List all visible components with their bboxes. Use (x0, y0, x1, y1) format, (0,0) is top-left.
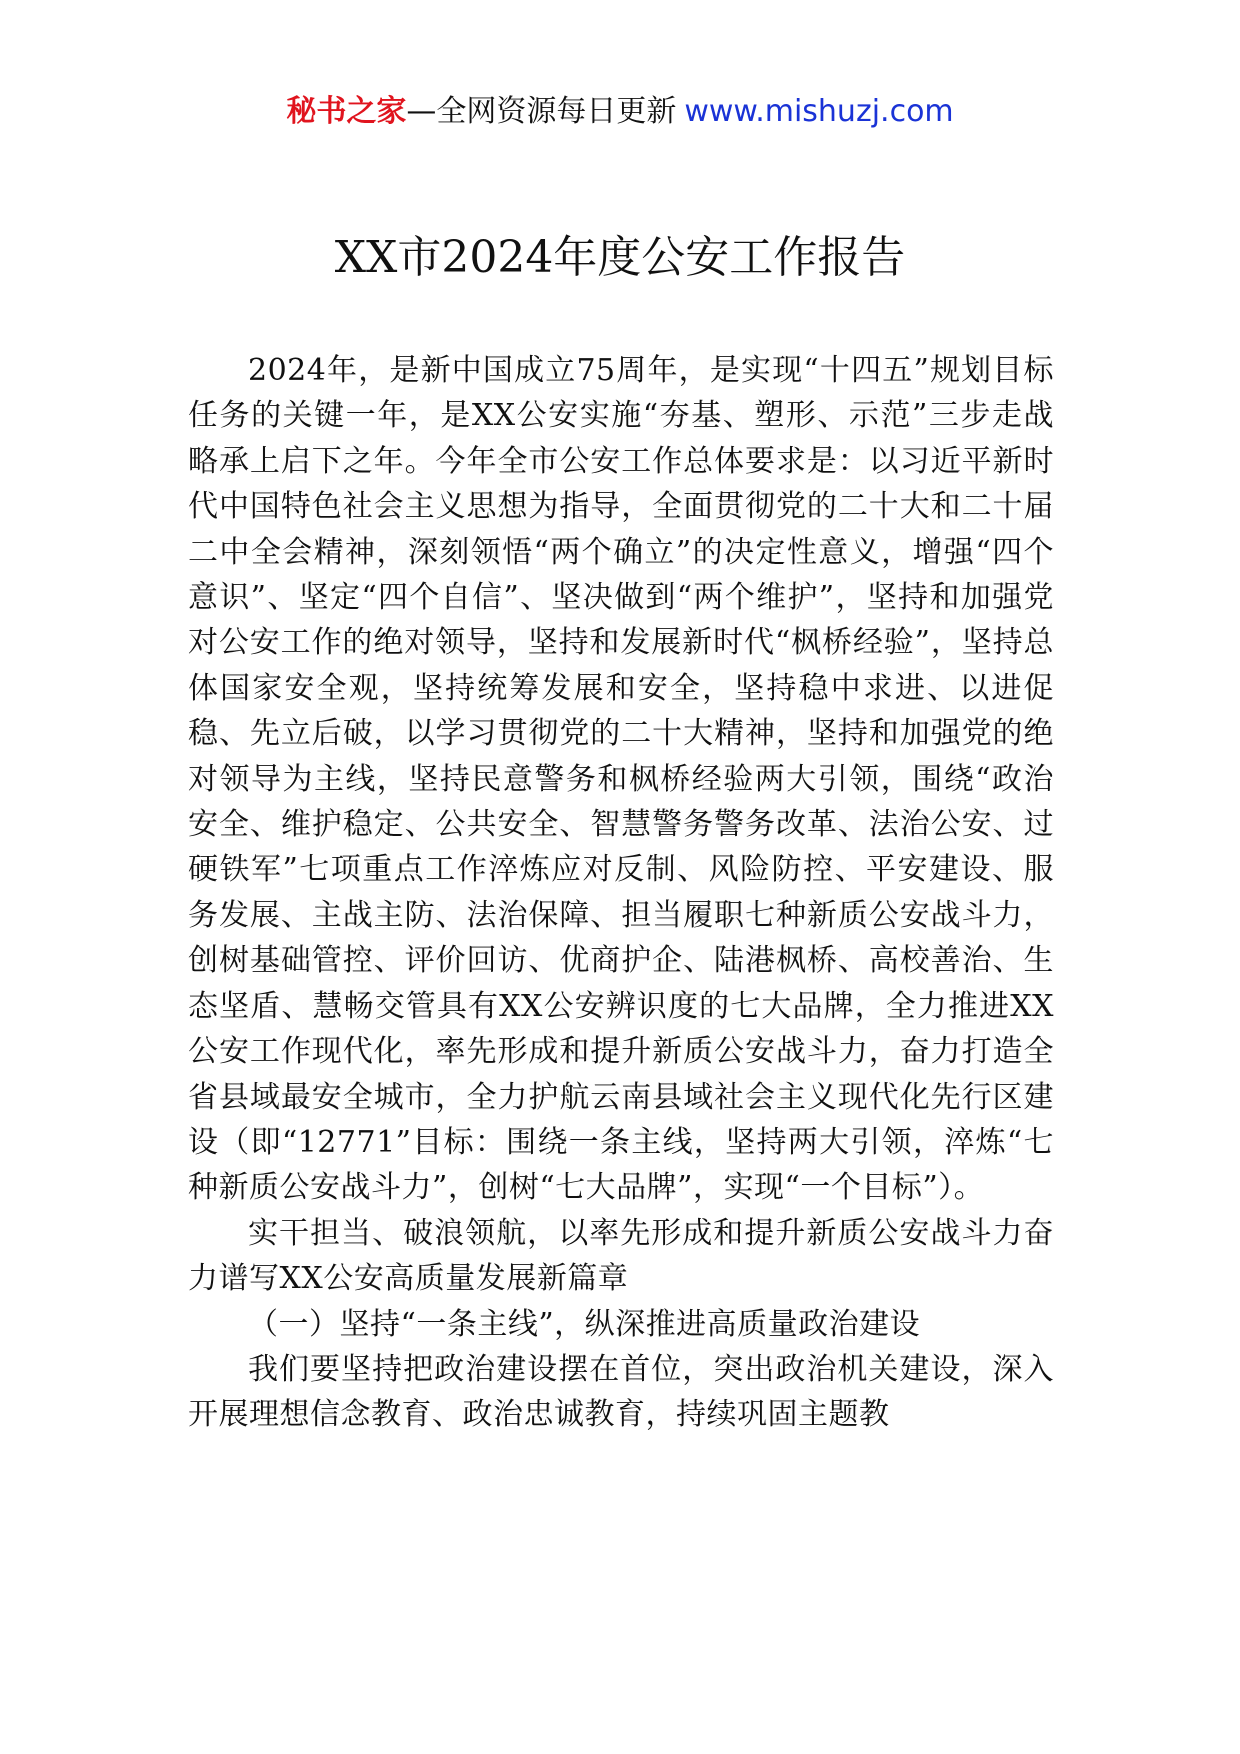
site-header (0, 92, 1240, 132)
subsection-heading: （一）坚持“一条主线”，纵深推进高质量政治建设 (248, 1306, 921, 1342)
site-tagline: —全网资源每日更新 (406, 94, 677, 129)
paragraph-intro: 2024年，是新中国成立75周年，是实现“十四五”规划目标任务的关键一年，是XX公安实施“夯基、塑形、示范”三步走战略承上启下之年。今年全市公安工作总体要求是：以习近平新时代中国特色社会主义思想为指导，全面贯彻党的二十大和二十届二中全会精神，深刻领悟“两个确立”的决定性意义，增强“四个意识”、坚定“四个自信”、坚决做到“两个维护”，坚持和加强党对公安工作的绝对领导，坚持和发展新时代“枫桥经验”，坚持总体国家安全观，坚持统筹发展和安全，坚持稳中求进、以进促稳、先立后破，以学习贯彻党的二十大精神，坚持和加强党的绝对领导为主线，坚持民意警务和枫桥经验两大引领，围绕“政治安全、维护稳定、公共安全、智慧警务警务改革、法治公安、过硬铁军”七项重点工作淬炼应对反制、风险防控、平安建设、服务发展、主战主防、法治保障、担当履职七种新质公安战斗力，创树基础管控、评价回访、优商护企、陆港枫桥、高校善治、生态坚盾、慧畅交管具有XX公安辨识度的七大品牌，全力推进XX公安工作现代化，率先形成和提升新质公安战斗力，奋力打造全省县域最安全城市，全力护航云南县域社会主义现代化先行区建设（即“12771”目标：围绕一条主线，坚持两大引领，淬炼“七种新质公安战斗力”，创树“七大品牌”，实现“一个目标”）。 (188, 353, 1054, 1206)
site-url-link[interactable]: www.mishuzj.com (684, 94, 954, 129)
section-heading: 实干担当、破浪领航，以率先形成和提升新质公安战斗力奋力谱写XX公安高质量发展新篇章 (188, 1215, 1054, 1297)
paragraph-political-building: 我们要坚持把政治建设摆在首位，突出政治机关建设，深入开展理想信念教育、政治忠诚教育，持续巩固主题教 (188, 1351, 1054, 1433)
document-title: XX市2024年度公安工作报告 (334, 232, 906, 283)
document-body (188, 348, 1054, 1438)
brand-name: 秘书之家 (286, 94, 407, 129)
